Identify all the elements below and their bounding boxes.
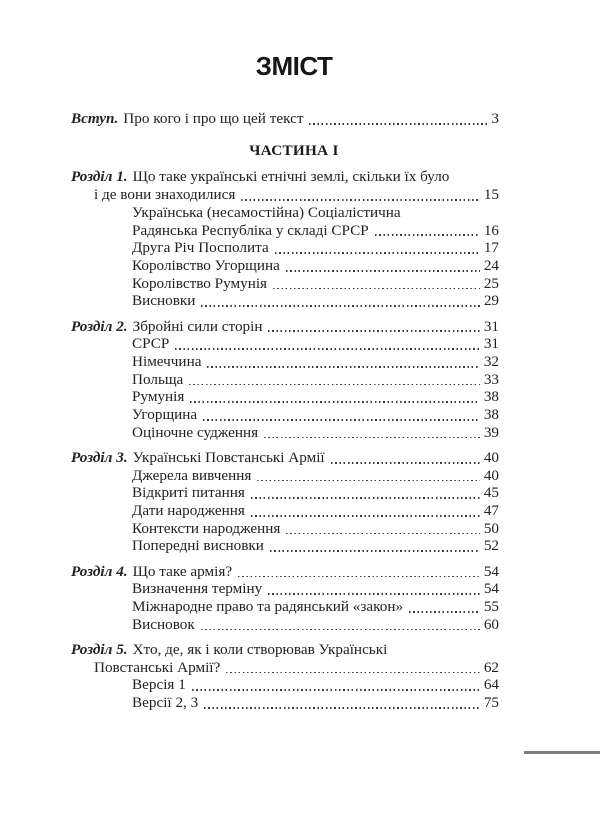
toc-row bbox=[71, 502, 499, 520]
dot-leader bbox=[286, 270, 480, 272]
entry-text: Відкриті питання bbox=[132, 484, 245, 502]
entry-prefix: Розділ 3. bbox=[71, 448, 128, 466]
toc-row bbox=[71, 563, 499, 581]
entry-text: СРСР bbox=[132, 335, 170, 353]
entry-text: Міжнародне право та радянський «закон» bbox=[132, 598, 404, 616]
page-number: 62 bbox=[483, 658, 499, 676]
entry-text: Збройні сили сторін bbox=[132, 317, 263, 335]
dot-leader bbox=[175, 348, 479, 350]
dot-leader bbox=[189, 384, 480, 386]
dot-leader bbox=[251, 497, 480, 499]
dot-leader bbox=[309, 123, 487, 125]
page-number: 54 bbox=[483, 562, 499, 580]
entry-text: Королівство Угорщина bbox=[132, 256, 280, 274]
toc-row bbox=[71, 520, 499, 538]
page-number: 24 bbox=[483, 256, 499, 274]
dot-leader bbox=[190, 401, 479, 403]
page-number: 47 bbox=[483, 502, 499, 520]
toc-row bbox=[71, 598, 499, 616]
page-number: 33 bbox=[483, 370, 499, 388]
toc-row bbox=[71, 292, 499, 310]
page-number: 38 bbox=[483, 406, 499, 424]
entry-text: Про кого і про що цей текст bbox=[123, 110, 304, 127]
entry-text: Радянська Республіка у складі СРСР bbox=[132, 221, 369, 239]
toc-row bbox=[71, 676, 499, 694]
toc-row bbox=[71, 318, 499, 336]
dot-leader bbox=[238, 576, 480, 578]
entry-text: Версія 1 bbox=[132, 676, 186, 694]
page-number: 15 bbox=[483, 186, 499, 204]
entry-text: Хто, де, як і коли створював Українські bbox=[132, 640, 388, 658]
entry-text: Що таке українські етнічні землі, скільки їх було bbox=[132, 168, 450, 186]
toc-row bbox=[71, 222, 499, 240]
page-number: 17 bbox=[483, 239, 499, 257]
toc-row bbox=[71, 580, 499, 598]
toc-row bbox=[71, 168, 499, 186]
toc-row bbox=[71, 335, 499, 353]
toc-row bbox=[71, 186, 499, 204]
dot-leader bbox=[268, 330, 479, 332]
bottom-right-rule bbox=[524, 751, 600, 754]
page-number: 60 bbox=[483, 615, 499, 633]
page-number: 64 bbox=[483, 676, 499, 694]
part-heading: ЧАСТИНА І bbox=[249, 141, 339, 159]
toc-row bbox=[71, 406, 499, 424]
page-number: 50 bbox=[483, 519, 499, 537]
dot-leader bbox=[207, 366, 479, 368]
page-number: 55 bbox=[483, 598, 499, 616]
toc-row bbox=[71, 371, 499, 389]
entry-text: Визначення терміну bbox=[132, 580, 263, 598]
page-number: 32 bbox=[483, 352, 499, 370]
dot-leader bbox=[275, 252, 480, 254]
dot-leader bbox=[286, 533, 479, 535]
dot-leader bbox=[264, 437, 480, 439]
dot-leader bbox=[201, 629, 480, 631]
dot-leader bbox=[270, 550, 480, 552]
toc-row bbox=[71, 388, 499, 406]
dot-leader bbox=[204, 707, 480, 709]
page-number: 25 bbox=[483, 274, 499, 292]
toc-row bbox=[71, 110, 499, 128]
entry-prefix: Вступ. bbox=[71, 110, 119, 127]
entry-text: Угорщина bbox=[132, 406, 198, 424]
toc-row bbox=[71, 641, 499, 659]
dot-leader bbox=[201, 305, 479, 307]
dot-leader bbox=[375, 234, 480, 236]
entry-prefix: Розділ 4. bbox=[71, 562, 128, 580]
entry-text: Українські Повстанські Армії bbox=[132, 448, 325, 466]
entry-text: Контексти народження bbox=[132, 519, 281, 537]
toc-row bbox=[71, 694, 499, 712]
entry-text: Джерела вивчення bbox=[132, 466, 252, 484]
dot-leader bbox=[226, 672, 480, 674]
dot-leader bbox=[268, 593, 480, 595]
entry-text: Королівство Румунія bbox=[132, 274, 268, 292]
page-number: 40 bbox=[483, 466, 499, 484]
entry-text: Українська (несамостійна) Соціалістична bbox=[132, 203, 401, 221]
page-number: 52 bbox=[483, 537, 499, 555]
entry-text: і де вони знаходилися bbox=[94, 186, 236, 204]
entry-text: Висновки bbox=[132, 292, 196, 310]
entry-text: Висновок bbox=[132, 615, 195, 633]
dot-leader bbox=[192, 689, 480, 691]
dot-leader bbox=[273, 288, 480, 290]
toc-row bbox=[71, 467, 499, 485]
entry-text: Польща bbox=[132, 370, 184, 388]
page-number: 3 bbox=[491, 110, 499, 127]
page-number: 38 bbox=[483, 388, 499, 406]
toc-row bbox=[71, 484, 499, 502]
toc-row bbox=[71, 275, 499, 293]
entry-text: Версії 2, 3 bbox=[132, 694, 199, 712]
toc-list bbox=[71, 110, 499, 712]
page-number: 75 bbox=[483, 694, 499, 712]
dot-leader bbox=[251, 515, 480, 517]
dot-leader bbox=[257, 480, 479, 482]
entry-prefix: Розділ 2. bbox=[71, 317, 128, 335]
entry-text: Що таке армія? bbox=[132, 562, 233, 580]
dot-leader bbox=[203, 419, 480, 421]
entry-text: Оціночне судження bbox=[132, 423, 259, 441]
page-number: 39 bbox=[483, 423, 499, 441]
entry-text: Німеччина bbox=[132, 352, 202, 370]
page-number: 40 bbox=[483, 448, 499, 466]
entry-prefix: Розділ 1. bbox=[71, 168, 128, 186]
page-number: 31 bbox=[483, 317, 499, 335]
entry-text: Румунія bbox=[132, 388, 185, 406]
entry-text: Дати народження bbox=[132, 502, 245, 520]
toc-row bbox=[71, 353, 499, 371]
entry-text: Попередні висновки bbox=[132, 537, 264, 555]
entry-prefix: Розділ 5. bbox=[71, 640, 128, 658]
entry-text: Друга Річ Посполита bbox=[132, 239, 269, 257]
toc-row bbox=[71, 659, 499, 677]
toc-row bbox=[71, 257, 499, 275]
toc-row bbox=[71, 239, 499, 257]
toc-row bbox=[71, 449, 499, 467]
dot-leader bbox=[331, 462, 480, 464]
page-number: 16 bbox=[483, 221, 499, 239]
page-number: 31 bbox=[483, 335, 499, 353]
dot-leader bbox=[241, 199, 479, 201]
dot-leader bbox=[409, 611, 480, 613]
toc-row bbox=[71, 204, 499, 222]
toc-row bbox=[71, 424, 499, 442]
page-number: 45 bbox=[483, 484, 499, 502]
entry-text: Повстанські Армії? bbox=[94, 658, 221, 676]
toc-row bbox=[71, 616, 499, 634]
page-number: 54 bbox=[483, 580, 499, 598]
page-number: 29 bbox=[483, 292, 499, 310]
toc-row bbox=[71, 537, 499, 555]
page-title: ЗМІСТ bbox=[255, 51, 333, 81]
